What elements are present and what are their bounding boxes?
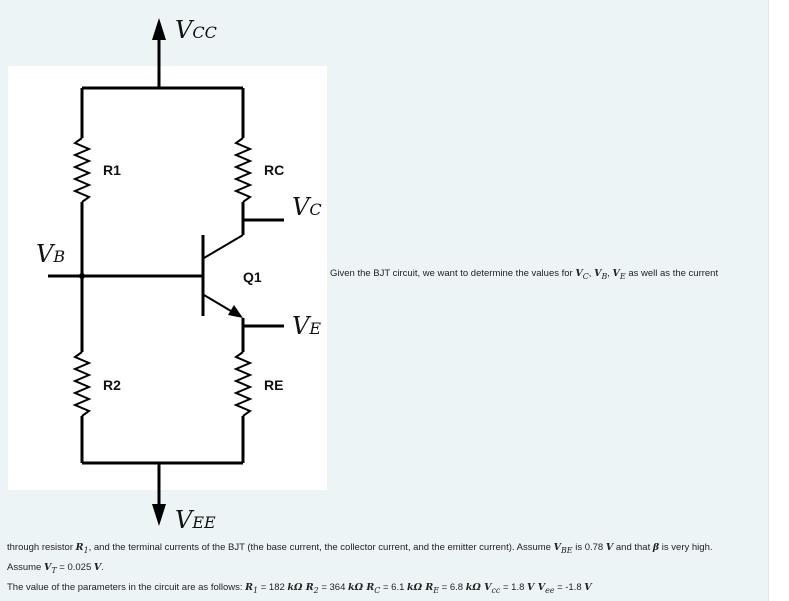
vcc-label: VCC [175, 16, 217, 44]
scrollbar[interactable] [768, 0, 789, 601]
rc-label: RC [264, 162, 285, 178]
problem-text-line-3: Assume $V_T = 0.025$ V. [7, 562, 104, 575]
r2-label: R2 [103, 377, 121, 393]
ve-label: VE [292, 312, 322, 340]
vee-label: VEE [175, 506, 216, 534]
re-label: RE [264, 377, 284, 393]
vb-label: VB [36, 240, 66, 268]
vc-label: VC [292, 193, 322, 221]
problem-text-line-2: through resistor $R_1$, and the terminal currents of the BJT (the base current, the collector current, and the emitter current). Assume $V_{BE}$ is 0.78 V and that β is very high. [7, 542, 713, 555]
q1-label: Q1 [243, 269, 262, 285]
vee-arrow [152, 504, 166, 526]
vcc-arrow [152, 18, 166, 40]
base-junction-dot [79, 273, 85, 279]
intro-text: Given the BJT circuit, we want to determine the values for $V_C$, $V_B$, $V_E$ as well as the current [330, 268, 719, 281]
problem-text-line-4: The value of the parameters in the circuit are as follows: $R_1 = 182$ kΩ $R_2 = 364$ kΩ $R_C = 6.1$ kΩ $R_E = 6.8$ kΩ $V_{cc} = 1.8$ V $V_{ee} = -1.8$ V [7, 582, 592, 595]
r1-label: R1 [103, 162, 121, 178]
diagram-background [8, 66, 327, 490]
